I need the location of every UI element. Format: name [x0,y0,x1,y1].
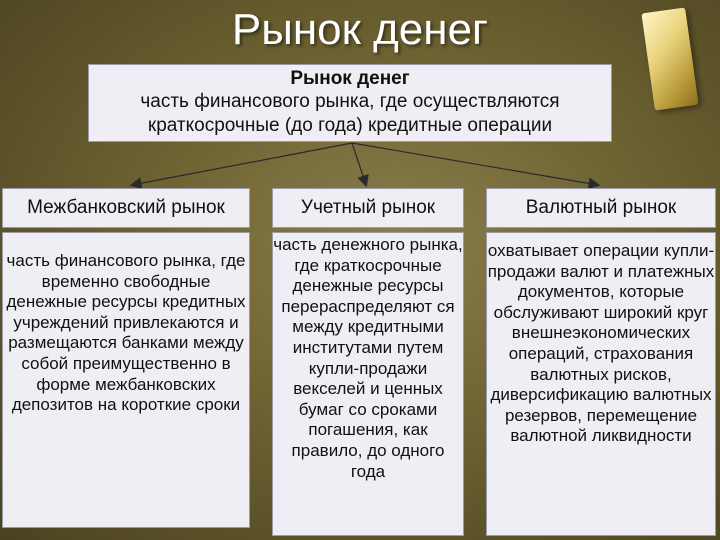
arrow-to-currency [352,143,598,185]
definition-title: Рынок денег [290,68,410,89]
currency-market-heading: Валютный рынок [486,188,716,228]
arrow-to-discount [352,143,366,185]
slide-title: Рынок денег [231,5,489,54]
arrow-to-interbank [132,143,352,185]
definition-text: часть финансового рынка, где осуществляются краткосрочные (до года) кредитные операции [140,91,560,136]
discount-market-description: часть денежного рынка, где краткосрочные денежные ресурсы перераспределяют ся между кредитными институтами путем купли-продажи векселей и ценных бумаг со сроками погашения, как правило, до одного года [272,232,464,536]
interbank-market-description: часть финансового рынка, где временно свободные денежные ресурсы кредитных учреждений привлекаются и размещаются банками между собой преимущественно в форме межбанковских депозитов на короткие сроки [2,232,250,528]
interbank-market-heading: Межбанковский рынок [2,188,250,228]
currency-market-description: охватывает операции купли-продажи валют и платежных документов, которые обслуживают широкий круг внешнеэкономических операций, страхования валютных рисков, диверсификацию валютных резервов, перемещение валютной ликвидности [486,232,716,536]
discount-market-heading: Учетный рынок [272,188,464,228]
